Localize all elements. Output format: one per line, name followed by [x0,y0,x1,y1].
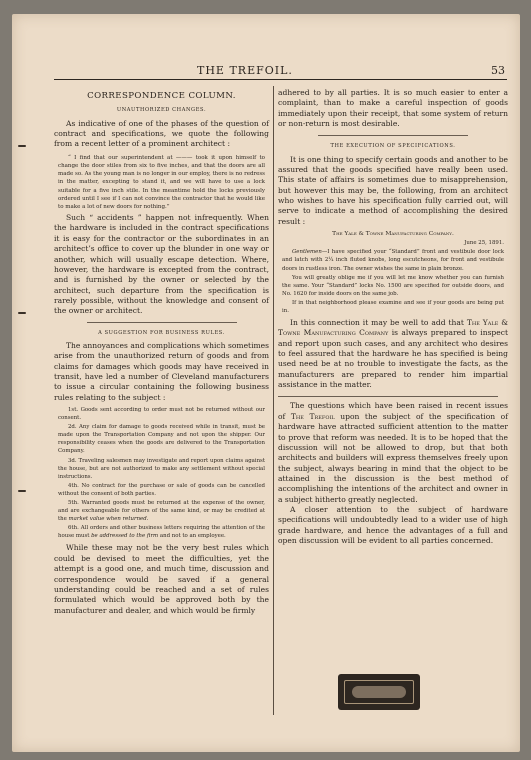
journal-title: THE TREFOIL. [197,64,293,77]
paragraph: The annoyances and complications which sometimes arise from the unauthorized return of goods and from claims for damages which goods may have received in transit, have led a number of Cleveland manufacturers to issue a circular containing the following business rules relating to the subject : [54,340,269,402]
left-column [54,88,269,616]
paragraph: A closer attention to the subject of hardware specifications will undoubtedly lead to a wider use of high grade hardware, and hence the advantages of a full and open discussion will be evident to all parties concerned. [278,504,508,545]
rule-item: 5th. Warranted goods must be returned at the expense of the owner, and are exchangeable for others of the same kind, or may be credited at the market value when returned. [58,500,265,523]
paragraph: In this connection it may be well to add that The Yale & Towne Manufacturing Company is always prepared to inspect and report upon such cases, and any architect who desires to feel assured that the hardware he has specified is being used need be at no trouble to investigate the facts, as the manufacturers are prepared to render him impartial assistance in the matter. [278,318,508,390]
quoted-letter [278,230,508,315]
section-rule [318,135,468,136]
right-column [278,88,508,546]
rule-item: 2d. Any claim for damage to goods received while in transit, must be made upon the Transportation Company and not upon the shipper. Our responsibility ceases when the goods are delivered to the Transportation Company. [58,424,265,455]
running-header [12,64,520,78]
paragraph: Such “ accidents ” happen not infrequently. When the hardware is included in the contract specifications it is easy for the contractor or the subordinates in an architect’s office to cover up the blunder in one way or another, which will usually escape detection. Where, however, the hardware is excepted from the contract, and is furnished by the owner or selected by the architect, such departure from the specification is rarely possible, without the knowledge and consent of the owner or architect. [54,213,269,316]
paragraph: The questions which have been raised in recent issues of The Trefoil upon the subject of the specification of hardware have attracted sufficient attention to the matter to prove that reform was needed. It is to be hoped that the discussion will not be allowed to drop, but that both architects and builders will express themselves freely upon the subject, always bearing in mind that the object to be attained in the discussion is the best method of accomplishing the intentions of the architect and owner in a subject hitherto greatly neglected. [278,401,508,504]
margin-mark [18,490,26,492]
page-number: 53 [491,64,505,77]
section-heading-unauthorized: UNAUTHORIZED CHANGES. [116,107,207,114]
header-rule [54,79,507,80]
escutcheon-ornament-icon [338,674,420,710]
rule-item: 6th. All orders and other business letters requiring the attention of the house must be addressed to the firm and not to an employee. [58,525,265,540]
paragraph: While these may not be the very best rules which could be devised to meet the difficulties, yet the attempt is a good one, and much time, discussion and correspondence would be saved if a general understanding could be reached and a set of rules formulated which would be approved both by the manufacturer and dealer, and which would be firmly [54,543,269,615]
section-heading-business-rules: A SUGGESTION FOR BUSINESS RULES. [98,329,225,336]
rule-item: 4th. No contract for the purchase or sale of goods can be cancelled without the consent of both parties. [58,482,265,497]
column-heading: CORRESPONDENCE COLUMN. [87,91,236,101]
letter-addressee: The Yale & Towne Manufacturing Company. [332,231,454,238]
paragraph: adhered to by all parties. It is so much easier to enter a complaint, than to make a careful inspection of goods immediately upon their receipt, that some system of return or non-return is most desirable. [278,88,508,129]
paragraph: It is one thing to specify certain goods and another to be assured that the goods specified have really been used. This state of affairs is sometimes due to misapprehension, but however this may be, the following, from an architect who wishes to have his specification fully carried out, will serve to indicate a method of accomplishing the desired result : [278,154,508,226]
letter-body: Gentlemen—I have specified your “Standard” front and vestibule door lock and latch with 2¼ inch fluted knobs, long escutcheons, for front and vestibule doors in rustless iron. The owner wishes the same in plain bronze. [282,249,504,272]
rules-list [54,406,269,541]
paragraph: As indicative of one of the phases of the question of contract and specifications, we quote the following from a recent letter of a prominent architect : [54,118,269,149]
margin-mark [18,312,26,314]
rule-item: 1st. Goods sent according to order must not be returned without our consent. [58,406,265,422]
letter-date: June 25, 1891. [464,240,504,247]
letter-body: If in that neighborhood please examine and see if your goods are being put in. [282,299,504,314]
column-divider [273,86,274,715]
margin-mark [18,145,26,147]
magazine-page [12,14,520,752]
letter-body: You will greatly oblige me if you will let me know whether you can furnish the same. Your “Standard” locks No. 1500 are specified for outside doors, and No. 1620 for inside doors on the same job. [282,274,504,297]
section-heading-specifications: THE EXECUTION OF SPECIFICATIONS. [330,143,456,150]
quoted-letter: “ I find that our superintendent at ——— took it upon himself to change the door stiles from six to five inches, and that the doors are all made so. As the young man is no longer in our employ, there is no redress in the matter, excepting to stand it, and we will have to use a lock suitable for a five inch stile. In the meantime hold the locks previously ordered until I see if I can not convince the contractor that he would like to make a lot of new doors for nothing.” [58,154,265,210]
rule-item: 3d. Traveling salesmen may investigate and report upon claims against the house, but are not authorized to make any settlement without special instructions. [58,457,265,480]
section-rule [278,396,498,397]
section-rule [87,322,237,323]
